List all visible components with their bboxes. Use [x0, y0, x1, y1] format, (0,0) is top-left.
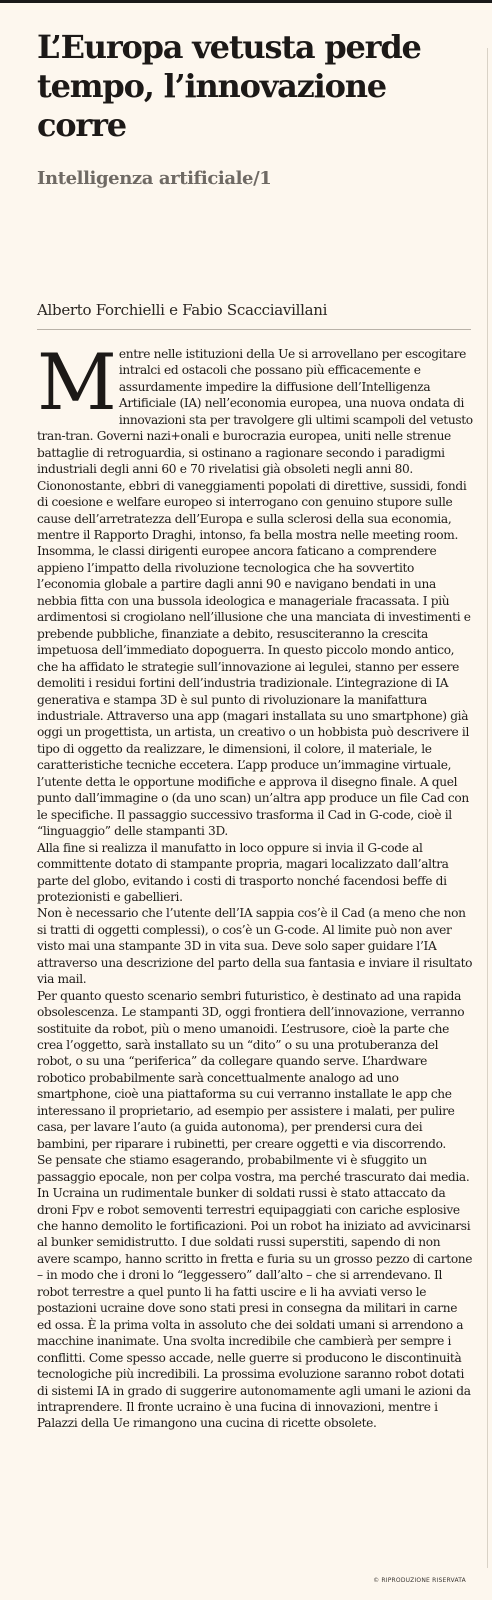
paragraph-1: entre nelle istituzioni della Ue si arrovellano per escogitare intralci ed ostacoli che possano più efficacemente e assurdamente impedire la diffusione dell’Intelligenza Artificiale (IA) nell’economia europea, una nuova ondata di innovazioni sta per travolgere gli ultimi scampoli del vetusto tran-tran. Governi nazi+onali e burocrazia europea, uniti nelle strenue battaglie di retroguardia, si ostinano a ragionare secondo i paradigmi industriali degli anni 60 e 70 rivelatisi già obsoleti negli anni 80. Ciononostante, ebbri di vaneggiamenti popolati di direttive, sussidi, fondi di coesione e welfare europeo si interrogano con genuino stupore sulle cause dell’arretratezza dell’Europa e sulla sclerosi della sua economia, mentre il Rapporto Draghi, intonso, fa bella mostra nelle meeting room. — [37, 347, 473, 542]
paragraph-3: Alla fine si realizza il manufatto in loco oppure si invia il G-code al committente dotato di stampante propria, magari localizzato dall’altra parte del globo, evitando i costi di trasporto nonché facendosi beffe di protezionisti e gabellieri. — [37, 840, 449, 904]
column-divider — [487, 48, 488, 1568]
paragraph-4: Non è necessario che l’utente dell’IA sappia cos’è il Cad (a meno che non si tratti di oggetti complessi), o cos’è un G-code. Al limite può non aver visto mai una stampante 3D in vita sua. Deve solo saper guidare l’IA attraverso una descrizione del parto della sua fantasia e inviare il risultato via mail. — [37, 906, 473, 987]
article — [37, 28, 473, 1432]
paragraph-2: Insomma, le classi dirigenti europee ancora faticano a comprendere appieno l’impatto della rivoluzione tecnologica che ha sovvertito l’economia globale a partire dagli anni 90 e navigano bendati in una nebbia fitta con una bussola ideologica e manageriale fracassata. I più ardimentosi si crogiolano nell’illusione che una manciata di investimenti e prebende pubbliche, finanziate a debito, resusciteranno la crescita impetuosa dell’immediato dopoguerra. In questo piccolo mondo antico, che ha affidato le strategie sull’innovazione ai legulei, stanno per essere demoliti i residui fortini dell’industria tradizionale. L’integrazione di IA generativa e stampa 3D è sul punto di rivoluzionare la manifattura industriale. Attraverso una app (magari installata su uno smartphone) già oggi un progettista, un artista, un creativo o un hobbista può descrivere il tipo di oggetto da realizzare, le dimensioni, il colore, il materiale, le caratteristiche tecniche eccetera. L’app produce un’immagine virtuale, l’utente detta le opportune modifiche e approva il disegno finale. A quel punto dall’immagine o (da uno scan) un’altra app produce un file Cad con le specifiche. Il passaggio successivo trasforma il Cad in G-code, cioè il “linguaggio” delle stampanti 3D. — [37, 544, 471, 839]
headline: L’Europa vetusta perde tempo, l’innovazione corre — [37, 28, 421, 144]
paragraph-6: Se pensate che stiamo esagerando, probabilmente vi è sfuggito un passaggio epocale, non per colpa vostra, ma perché trascurato dai media. In Ucraina un rudimentale bunker di soldati russi è stato attaccato da droni Fpv e robot semoventi terrestri equipaggiati con cariche esplosive che hanno demolito le fortificazioni. Poi un robot ha iniziato ad avvicinarsi al bunker semidistrutto. I due soldati russi superstiti, sapendo di non avere scampo, hanno scritto in fretta e furia su un grosso pezzo di cartone – in modo che i droni lo “leggessero” dall’alto – che si arrendevano. Il robot terrestre a quel punto li ha fatti uscire e li ha avviati verso le postazioni ucraine dove sono stati presi in consegna da militari in carne ed ossa. È la prima volta in assoluto che dei soldati umani si arrendono a macchine inanimate. Una svolta incredibile che cambierà per sempre i conflitti. Come spesso accade, nelle guerre si producono le discontinuità tecnologiche più incredibili. La prossima evoluzione saranno robot dotati di sistemi IA in grado di suggerire autonomamente agli umani le azioni da intraprendere. Il fronte ucraino è una fucina di innovazioni, mentre i Palazzi della Ue rimangono una cucina di ricette obsolete. — [37, 1153, 473, 1431]
byline: Alberto Forchielli e Fabio Scacciavillani — [37, 300, 471, 330]
copyright-notice: © RIPRODUZIONE RISERVATA — [373, 1577, 466, 1584]
top-rule — [0, 0, 492, 3]
article-body — [37, 338, 473, 1432]
drop-cap: M — [37, 338, 115, 428]
kicker: Intelligenza artificiale/1 — [37, 168, 272, 189]
paragraph-5: Per quanto questo scenario sembri futuristico, è destinato ad una rapida obsolescenza. Le stampanti 3D, oggi frontiera dell’innovazione, verranno sostituite da robot, più o meno umanoidi. L’estrusore, cioè la parte che crea l’oggetto, sarà installato su un “dito” o su una protuberanza del robot, o su una “periferica” da collegare quando serve. L’hardware robotico probabilmente sarà concettualmente analogo ad uno smartphone, cioè una piattaforma su cui verranno installate le app che interessano il proprietario, ad esempio per assistere i malati, per pulire casa, per lavare l’auto (a guida autonoma), per prendersi cura dei bambini, per riparare i rubinetti, per creare oggetti e via discorrendo. — [37, 988, 465, 1151]
